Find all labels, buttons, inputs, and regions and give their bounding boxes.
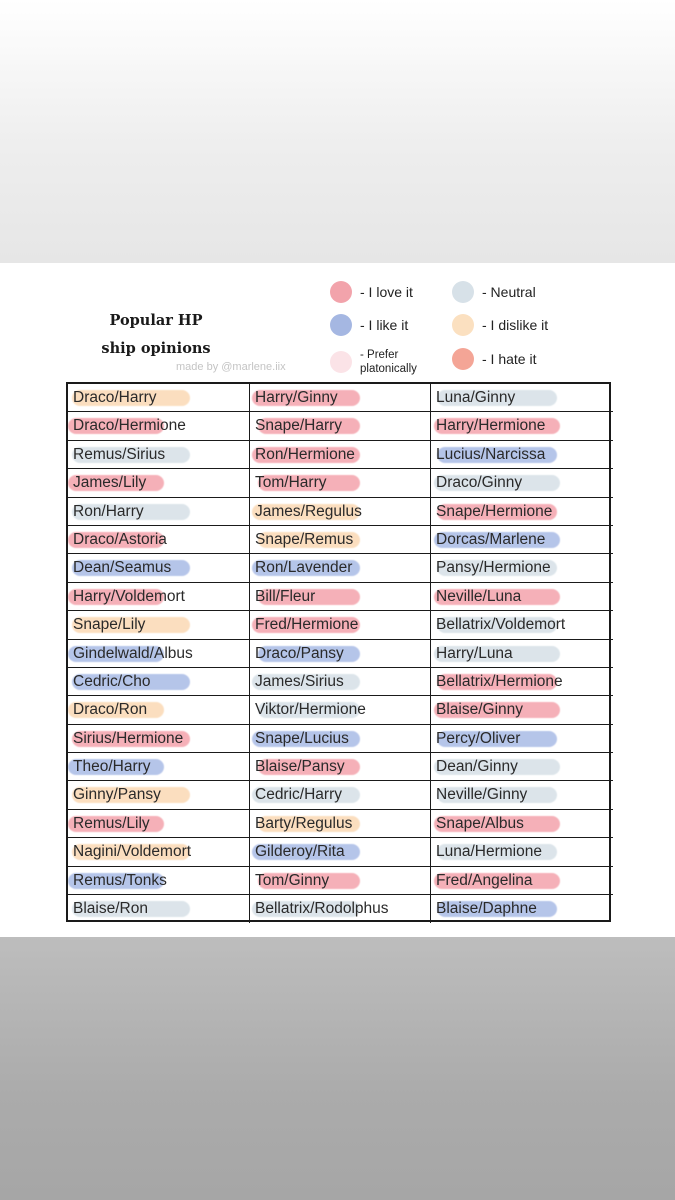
salmon-dot-icon (452, 348, 474, 370)
table-cell (250, 526, 431, 554)
table-cell (68, 469, 250, 497)
ship-name: Draco/Ron (73, 701, 148, 719)
ship-name: James/Lily (73, 474, 147, 492)
ship-name: Remus/Tonks (73, 871, 167, 889)
ship-name: Tom/Harry (255, 474, 327, 492)
light-pink-dot-icon (330, 351, 352, 373)
ship-name: Neville/Luna (436, 587, 522, 605)
table-cell (431, 696, 613, 724)
table-cell (431, 725, 613, 753)
table-cell (68, 867, 250, 895)
ship-name: Snape/Lucius (255, 729, 349, 747)
ship-name: Bill/Fleur (255, 587, 316, 605)
table-cell (68, 554, 250, 582)
table-cell (431, 526, 613, 554)
table-cell (68, 526, 250, 554)
table-cell (68, 838, 250, 866)
ship-name: Ginny/Pansy (73, 786, 161, 804)
table-cell (68, 611, 250, 639)
ship-name: James/Regulus (255, 502, 362, 520)
ship-name: Tom/Ginny (255, 871, 330, 889)
table-cell (250, 725, 431, 753)
legend-label: - I love it (360, 284, 413, 300)
legend-platonic (330, 348, 440, 376)
table-cell (68, 810, 250, 838)
ship-name: Gindelwald/Albus (73, 644, 193, 662)
table-cell (431, 781, 613, 809)
table-cell (68, 668, 250, 696)
table-cell (250, 838, 431, 866)
blue-dot-icon (330, 314, 352, 336)
ship-name: Blaise/Daphne (436, 900, 537, 918)
table-cell (431, 895, 613, 923)
legend-label: - I like it (360, 317, 409, 333)
table-cell (431, 867, 613, 895)
ship-name: Pansy/Hermione (436, 559, 551, 577)
ship-name: Dean/Ginny (436, 758, 518, 776)
table-cell (250, 895, 431, 923)
credit-watermark: made by @marlene.iix (176, 361, 286, 373)
table-cell (250, 696, 431, 724)
table-cell (431, 554, 613, 582)
table-cell (250, 554, 431, 582)
ship-name: Barty/Regulus (255, 814, 353, 832)
legend-love (330, 281, 413, 303)
ship-name: Snape/Hermione (436, 502, 553, 520)
top-background (0, 0, 675, 263)
table-cell (250, 781, 431, 809)
ship-name: Fred/Angelina (436, 871, 533, 889)
legend-dislike (452, 314, 548, 336)
table-cell (68, 412, 250, 440)
table-cell (68, 384, 250, 412)
ship-name: Blaise/Ginny (436, 701, 524, 719)
ship-name: Bellatrix/Voldemort (436, 616, 566, 634)
ship-name: Viktor/Hermione (255, 701, 366, 719)
table-cell (431, 838, 613, 866)
ship-name: Remus/Lily (73, 814, 150, 832)
legend-label: - Neutral (482, 284, 536, 300)
table-cell (68, 583, 250, 611)
table-cell (431, 498, 613, 526)
table-cell (68, 640, 250, 668)
ship-name: Gilderoy/Rita (255, 843, 345, 861)
table-cell (68, 441, 250, 469)
ship-name: Ron/Harry (73, 502, 144, 520)
light-blue-dot-icon (452, 281, 474, 303)
ship-name: Blaise/Ron (73, 900, 148, 918)
table-cell (250, 384, 431, 412)
ship-name: Harry/Ginny (255, 389, 338, 406)
ship-name: Snape/Lily (73, 616, 146, 634)
table-cell (431, 412, 613, 440)
ship-name: Harry/Voldemort (73, 587, 185, 605)
bottom-background (0, 937, 675, 1200)
peach-dot-icon (452, 314, 474, 336)
ship-opinions-card (0, 263, 675, 937)
legend-label: - Prefer platonically (360, 349, 417, 375)
ship-name: Neville/Ginny (436, 786, 528, 804)
ship-name: Harry/Luna (436, 644, 513, 662)
ship-name: Fred/Hermione (255, 616, 359, 634)
ship-name: Harry/Hermione (436, 417, 546, 435)
table-cell (68, 781, 250, 809)
table-cell (250, 412, 431, 440)
table-cell (68, 753, 250, 781)
table-cell (431, 668, 613, 696)
ship-name: Bellatrix/Hermione (436, 672, 563, 690)
table-cell (250, 469, 431, 497)
ship-name: Cedric/Cho (73, 672, 151, 690)
table-cell (68, 498, 250, 526)
table-cell (68, 696, 250, 724)
table-cell (431, 810, 613, 838)
table-cell (250, 441, 431, 469)
ship-name: Draco/Hermione (73, 417, 186, 435)
ship-name: Snape/Albus (436, 814, 524, 832)
table-cell (250, 753, 431, 781)
ship-name: Luna/Ginny (436, 389, 516, 406)
ship-name: Theo/Harry (73, 758, 151, 776)
ship-name: Nagini/Voldemort (73, 843, 192, 861)
legend-label: - I hate it (482, 351, 537, 367)
ship-name: Blaise/Pansy (255, 758, 345, 776)
chart-title: Popular HP ship opinions (101, 312, 211, 357)
ship-table (66, 382, 611, 922)
table-cell (68, 895, 250, 923)
ship-name: Luna/Hermione (436, 843, 542, 861)
ship-name: Percy/Oliver (436, 729, 521, 747)
table-cell (431, 753, 613, 781)
table-cell (431, 583, 613, 611)
table-cell (431, 384, 613, 412)
table-cell (250, 668, 431, 696)
ship-name: Ron/Hermione (255, 445, 355, 463)
ship-name: Bellatrix/Rodolphus (255, 900, 389, 918)
table-cell (68, 725, 250, 753)
ship-name: Cedric/Harry (255, 786, 342, 804)
legend-neutral (452, 281, 536, 303)
ship-name: Ron/Lavender (255, 559, 353, 577)
ship-name: Sirius/Hermione (73, 729, 184, 747)
legend-hate (452, 348, 536, 370)
table-cell (250, 640, 431, 668)
legend-label: - I dislike it (482, 317, 549, 333)
ship-name: Draco/Harry (73, 389, 157, 406)
table-cell (250, 611, 431, 639)
ship-name: James/Sirius (255, 672, 344, 690)
table-cell (250, 810, 431, 838)
ship-name: Remus/Sirius (73, 445, 166, 463)
table-cell (250, 867, 431, 895)
table-cell (431, 611, 613, 639)
ship-name: Draco/Ginny (436, 474, 523, 492)
ship-name: Draco/Astoria (73, 530, 167, 548)
table-cell (431, 640, 613, 668)
ship-name: Dean/Seamus (73, 559, 172, 577)
ship-name: Lucius/Narcissa (436, 445, 546, 463)
ship-name: Dorcas/Marlene (436, 530, 546, 548)
table-cell (431, 469, 613, 497)
table-cell (250, 583, 431, 611)
ship-name: Snape/Remus (255, 530, 354, 548)
legend-like (330, 314, 408, 336)
ship-name: Snape/Harry (255, 417, 343, 435)
table-cell (431, 441, 613, 469)
ship-name: Draco/Pansy (255, 644, 344, 662)
pink-dot-icon (330, 281, 352, 303)
table-cell (250, 498, 431, 526)
